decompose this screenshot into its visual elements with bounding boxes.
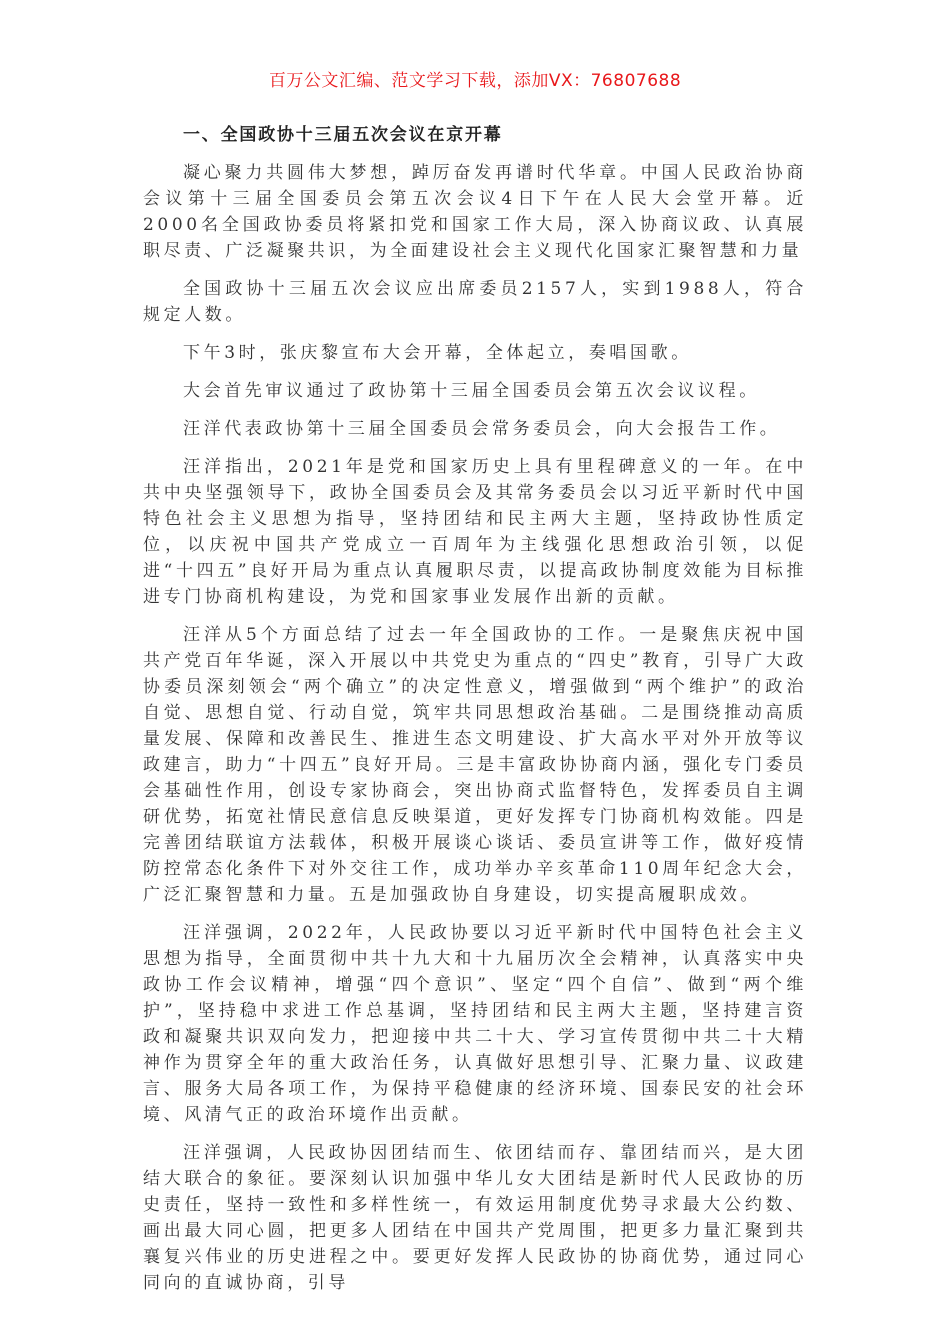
paragraph-3: 下午3时，张庆黎宣布大会开幕，全体起立，奏唱国歌。: [183, 343, 692, 363]
paragraph-8: 汪洋强调，2022年，人民政协要以习近平新时代中国特色社会主义思想为指导，全面贯彻中共十九大和十九届历次全会精神，认真落实中央政协工作会议精神，增强“四个意识”、坚定“四个自信”、做到“两个维护”，坚持稳中求进工作总基调，坚持团结和民主两大主题，坚持建言资政和凝聚共识双向发力，把迎接中共二十大、学习宣传贯彻中共二十大精神作为贯穿全年的重大政治任务，认真做好思想引导、汇聚力量、议政建言、服务大局各项工作，为保持平稳健康的经济环境、国泰民安的社会环境、风清气正的政治环境作出贡献。: [143, 923, 807, 1125]
paragraph-2: 全国政协十三届五次会议应出席委员2157人，实到1988人，符合规定人数。: [143, 279, 807, 325]
document-body: [143, 122, 807, 1308]
paragraph-6: 汪洋指出，2021年是党和国家历史上具有里程碑意义的一年。在中共中央坚强领导下，政协全国委员会及其常务委员会以习近平新时代中国特色社会主义思想为指导，坚持团结和民主两大主题，坚持政协性质定位，以庆祝中国共产党成立一百周年为主线强化思想政治引领，以促进“十四五”良好开局为重点认真履职尽责，以提高政协制度效能为目标推进专门协商机构建设，为党和国家事业发展作出新的贡献。: [143, 457, 807, 607]
paragraph-5: 汪洋代表政协第十三届全国委员会常务委员会，向大会报告工作。: [183, 419, 781, 439]
paragraph-4: 大会首先审议通过了政协第十三届全国委员会第五次会议议程。: [183, 381, 760, 401]
watermark-banner: 百万公文汇编、范文学习下载，添加VX：76807688: [268, 71, 682, 91]
paragraph-1: 凝心聚力共圆伟大梦想，踔厉奋发再谱时代华章。中国人民政治协商会议第十三届全国委员会第五次会议4日下午在人民大会堂开幕。近2000名全国政协委员将紧扣党和国家工作大局，深入协商议政、认真展职尽责、广泛凝聚共识，为全面建设社会主义现代化国家汇聚智慧和力量: [143, 163, 807, 261]
paragraph-7: 汪洋从5个方面总结了过去一年全国政协的工作。一是聚焦庆祝中国共产党百年华诞，深入开展以中共党史为重点的“四史”教育，引导广大政协委员深刻领会“两个确立”的决定性意义，增强做到“两个维护”的政治自觉、思想自觉、行动自觉，筑牢共同思想政治基础。二是围绕推动高质量发展、保障和改善民生、推进生态文明建设、扩大高水平对外开放等议政建言，助力“十四五”良好开局。三是丰富政协协商内涵，强化专门委员会基础性作用，创设专家协商会，突出协商式监督特色，发挥委员自主调研优势，拓宽社情民意信息反映渠道，更好发挥专门协商机构效能。四是完善团结联谊方法载体，积极开展谈心谈话、委员宣讲等工作，做好疫情防控常态化条件下对外交往工作，成功举办辛亥革命110周年纪念大会，广泛汇聚智慧和力量。五是加强政协自身建设，切实提高履职成效。: [143, 625, 807, 905]
paragraph-9: 汪洋强调，人民政协因团结而生、依团结而存、靠团结而兴，是大团结大联合的象征。要深刻认识加强中华儿女大团结是新时代人民政协的历史责任，坚持一致性和多样性统一，有效运用制度优势寻求最大公约数、画出最大同心圆，把更多人团结在中国共产党周围，把更多力量汇聚到共襄复兴伟业的历史进程之中。要更好发挥人民政协的协商优势，通过同心同向的直诚协商，引导: [143, 1143, 807, 1293]
section-heading: 一、全国政协十三届五次会议在京开幕: [183, 125, 503, 145]
